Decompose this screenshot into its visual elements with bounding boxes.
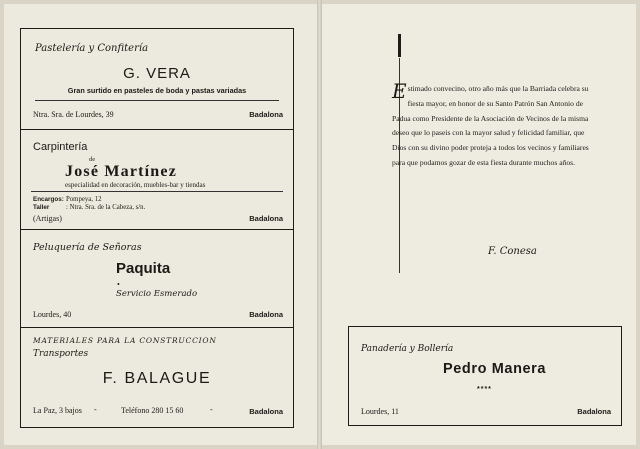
ad-brand: F. BALAGUE [102,370,212,387]
separator: - [210,405,213,414]
ad-tagline: Gran surtido en pasteles de boda y pastas variadas [67,86,247,95]
accent-bar [398,34,401,57]
ad-heading: Peluquería de Señoras [33,242,142,253]
ad-de: de [89,156,96,163]
divider [35,100,279,101]
ad-peluqueria-paquita [21,230,293,328]
ad-specialty: especialidad en decoración, muebles-bar y tiendas [65,181,206,189]
stars: **** [477,386,492,393]
ad-locations [33,196,145,212]
ad-brand: José Martínez [65,163,178,180]
ad-brand: Pedro Manera [443,361,547,377]
ads-column [20,28,294,428]
orders-label: Encargos: [33,196,64,203]
drop-cap: E [392,79,407,103]
bullet-icon: • [117,280,120,289]
left-page [4,4,317,445]
ad-heading: Pastelería y Confitería [35,43,149,54]
ad-city: Badalona [249,214,283,223]
ad-service: Servicio Esmerado [116,289,198,299]
ad-address: Lourdes, 11 [361,407,399,416]
orders-value: Pompeya, 12 [66,196,102,203]
ad-subheading: Transportes [33,349,89,359]
ad-materiales-balague [21,328,293,427]
letter-body: stimado convecino, otro año más que la Barriada celebra su fiesta mayor, en honor de su Santo Patrón San Antonio de Padua como Presidente de la Asociación de Vecinos de la misma deseo que lo paseis con la mayor salud y felicidad familiar, que Dios con su divino poder proteja a todos los vecinos y familiares para que podamos gozar de esta fiesta durante muchos años. [392,84,589,167]
separator: - [94,405,97,414]
ad-heading: Panadería y Bollería [361,344,454,354]
ad-panaderia-manera [348,326,622,426]
ad-heading: Carpintería [33,141,88,153]
workshop-label: Taller [33,204,50,211]
right-page [322,4,636,445]
ad-phone: Teléfono 280 15 60 [121,406,184,415]
ad-city: Badalona [577,407,611,416]
divider [31,191,283,192]
ad-city: Badalona [249,407,283,416]
workshop-value: : Ntra. Sra. de la Cabeza, s/n. [66,204,146,211]
ad-carpinteria-martinez [21,130,293,230]
ad-district: (Artigas) [33,214,62,223]
ad-address: Ntra. Sra. de Lourdes, 39 [33,110,114,119]
ad-city: Badalona [249,110,283,119]
ad-address: La Paz, 3 bajos [33,406,82,415]
ad-pasteleria-vera [21,29,293,130]
ad-brand: Paquita [116,260,171,277]
signature: F. Conesa [488,246,537,257]
ad-heading: MATERIALES PARA LA CONSTRUCCION [33,336,217,345]
ad-brand: G. VERA [123,65,191,82]
ad-city: Badalona [249,310,283,319]
president-letter [392,79,592,171]
ad-address: Lourdes, 40 [33,310,72,319]
